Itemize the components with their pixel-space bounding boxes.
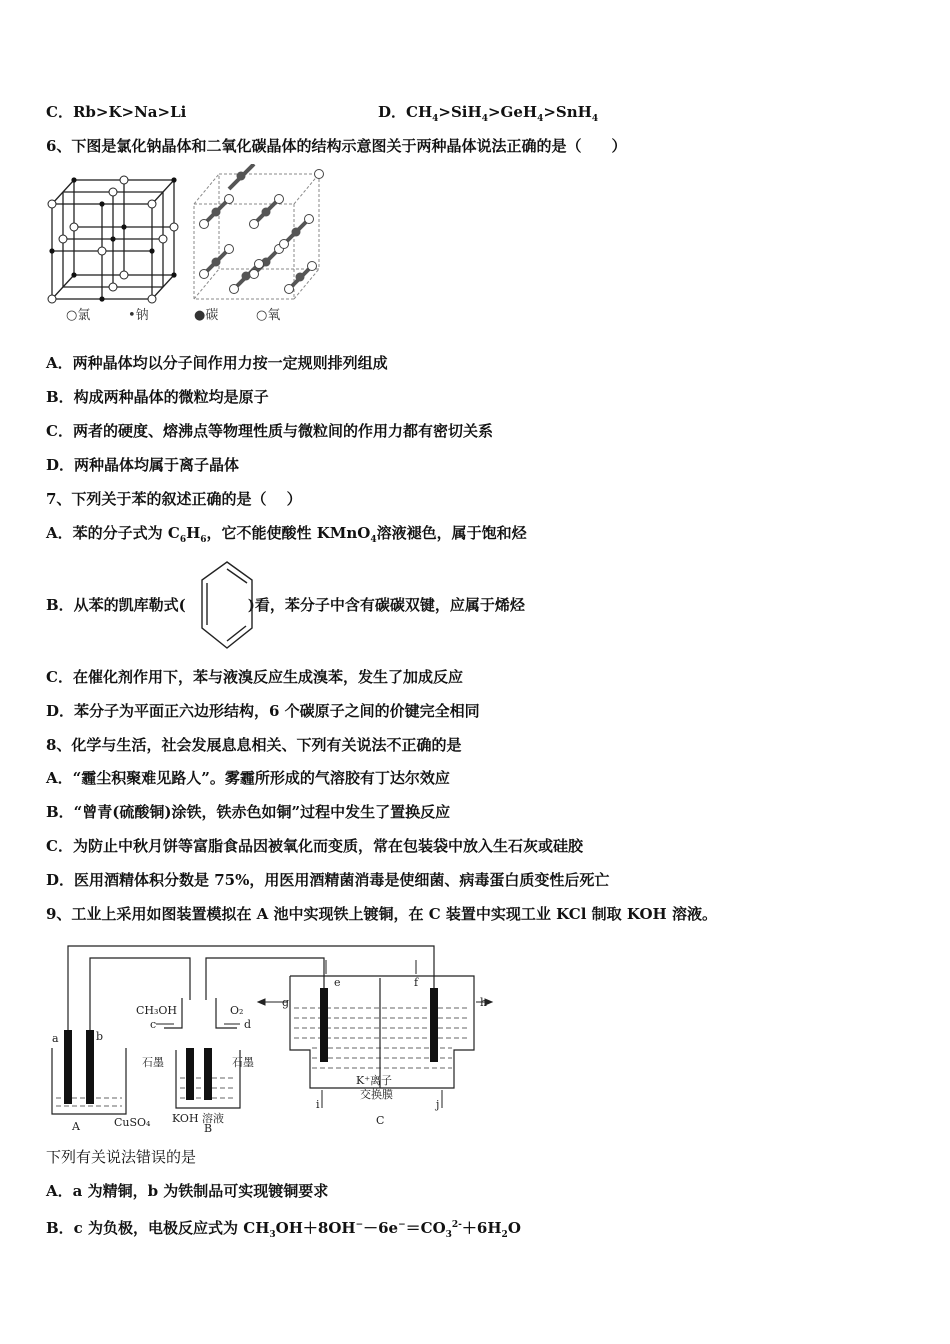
label-h: h xyxy=(480,996,488,1009)
legend-chlorine: ○氯 xyxy=(66,308,91,323)
label-membrane-2: 交换膜 xyxy=(360,1088,393,1101)
legend-sodium: •钠 xyxy=(128,308,149,323)
legend-carbon: ●碳 xyxy=(194,308,219,323)
q8-option-c: C．为防止中秋月饼等富脂食品因被氧化而变质，常在包装袋中放入生石灰或硅胶 xyxy=(46,837,583,855)
legend-oxygen: ○氧 xyxy=(256,308,281,323)
label-c: c xyxy=(150,1018,157,1031)
q5-option-d: D．$CH_4>SiH_4>GeH_4>SnH_4$ xyxy=(378,103,599,124)
q7-option-d: D．苯分子为平面正六边形结构，6 个碳原子之间的价键完全相同 xyxy=(46,702,480,720)
label-o2: O₂ xyxy=(230,1004,244,1017)
label-ch3oh: CH₃OH xyxy=(136,1004,178,1017)
electrolysis-apparatus-figure xyxy=(44,938,494,1134)
q5-option-c: C．Rb>K>Na>Li xyxy=(46,103,187,121)
label-j: j xyxy=(436,1098,440,1111)
label-i: i xyxy=(316,1098,320,1111)
q9-option-b: B．c 为负极，电极反应式为 $CH_3OH+8OH^--6e^-=CO_3^{2-}+6H_2O$ xyxy=(46,1219,521,1240)
q9-option-a: A．a 为精铜，b 为铁制品可实现镀铜要求 xyxy=(46,1182,329,1200)
label-cuso4: CuSO₄ xyxy=(114,1116,151,1129)
label-g: g xyxy=(282,996,290,1009)
label-b: b xyxy=(96,1030,104,1043)
q8-option-a: A．“霾尘积聚难见路人”。雾霾所形成的气溶胶有丁达尔效应 xyxy=(46,769,450,787)
label-graphite-left: 石墨 xyxy=(142,1056,164,1069)
q7-option-b: B．从苯的凯库勒式( )看，苯分子中含有碳碳双键，应属于烯烃 xyxy=(46,596,525,614)
q8-option-d: D．医用酒精体积分数是 75%，用医用酒精菌消毒是使细菌、病毒蛋白质变性后死亡 xyxy=(46,871,610,889)
q9-sub-stem: 下列有关说法错误的是 xyxy=(46,1148,197,1166)
benzene-kekule-icon xyxy=(196,558,258,654)
q8-stem: 8、化学与生活，社会发展息息相关、下列有关说法不正确的是 xyxy=(46,736,462,754)
q7-option-c: C．在催化剂作用下，苯与液溴反应生成溴苯，发生了加成反应 xyxy=(46,668,463,686)
label-cell-a: A xyxy=(72,1120,80,1133)
label-membrane-1: K⁺离子 xyxy=(356,1074,393,1087)
label-cell-b: B xyxy=(204,1122,213,1134)
label-graphite-right: 石墨 xyxy=(232,1056,254,1069)
label-f: f xyxy=(414,976,419,989)
q6-option-b: B．构成两种晶体的微粒均是原子 xyxy=(46,388,269,406)
label-koh: KOH 溶液 xyxy=(172,1112,225,1125)
q6-stem: 6、下图是氯化钠晶体和二氧化碳晶体的结构示意图关于两种晶体说法正确的是（ ） xyxy=(46,137,627,155)
q6-option-d: D．两种晶体均属于离子晶体 xyxy=(46,456,240,474)
q6-option-a: A．两种晶体均以分子间作用力按一定规则排列组成 xyxy=(46,354,388,372)
crystal-structure-figure xyxy=(44,164,326,326)
label-e: e xyxy=(334,976,341,989)
q7-stem: 7、下列关于苯的叙述正确的是（ ） xyxy=(46,490,302,508)
q7-option-a: A．苯的分子式为 $C_6H_6$，它不能使酸性 KMnO$_4$溶液褪色，属于饱和烃 xyxy=(46,524,527,545)
label-d: d xyxy=(244,1018,252,1031)
q6-option-c: C．两者的硬度、熔沸点等物理性质与微粒间的作用力都有密切关系 xyxy=(46,422,493,440)
label-a: a xyxy=(52,1032,59,1045)
q9-stem: 9、工业上采用如图装置模拟在 A 池中实现铁上镀铜，在 C 装置中实现工业 KCl 制取 KOH 溶液。 xyxy=(46,905,717,923)
q8-option-b: B．“曾青(硫酸铜)涂铁，铁赤色如铜”过程中发生了置换反应 xyxy=(46,803,451,821)
label-cell-c: C xyxy=(376,1114,385,1127)
